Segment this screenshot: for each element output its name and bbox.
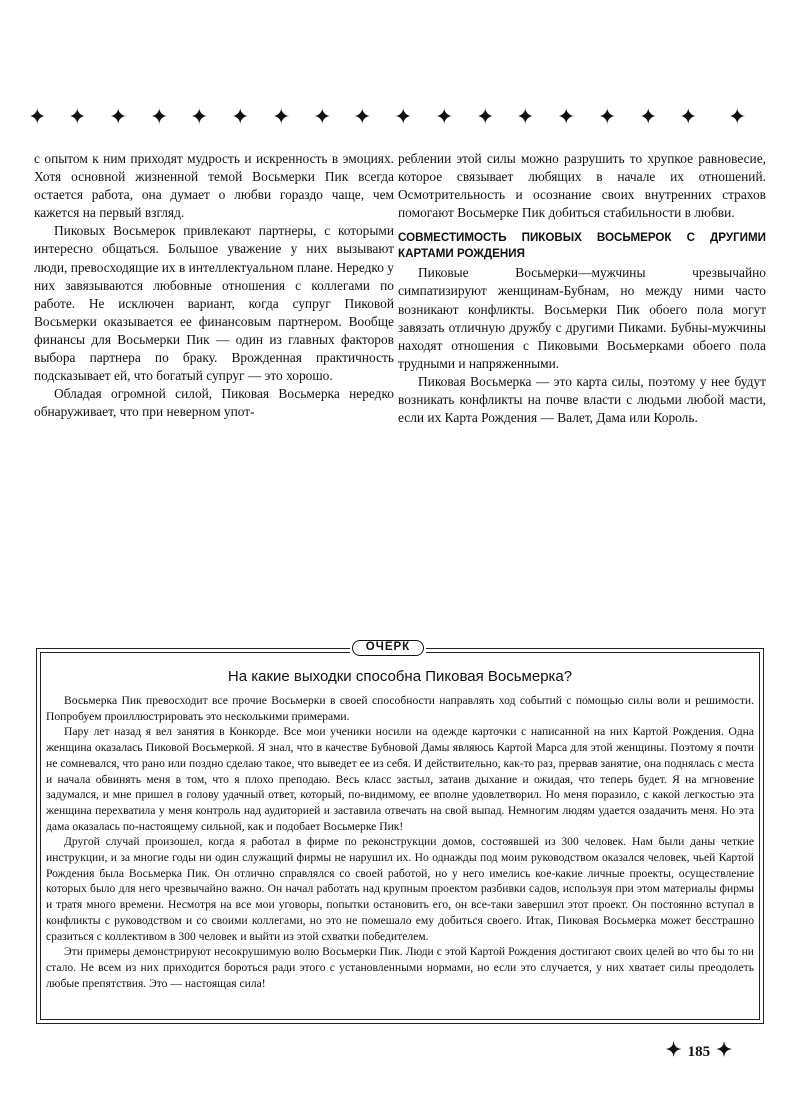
essay-badge [350, 638, 426, 658]
star-icon: ✦ [231, 104, 250, 129]
essay-body [46, 693, 754, 991]
star-icon: ✦ [639, 104, 658, 129]
star-icon: ✦ [313, 104, 332, 129]
star-icon: ✦ [679, 104, 698, 129]
star-icon: ✦ [516, 104, 535, 129]
body-paragraph: Пиковая Восьмерка — это карта силы, поэтому у нее будут возникать конфликты на почве власти с людьми любой масти, если их Карта Рождения — Валет, Дама или Король. [398, 373, 766, 426]
essay-paragraph: Восьмерка Пик превосходит все прочие Восьмерки в своей способности направлять ход событий с помощью силы воли и решимости. Попробуем проиллюстрировать это несколькими примерами. [46, 694, 754, 723]
star-icon: ✦ [272, 104, 291, 129]
section-heading: СОВМЕСТИМОСТЬ ПИКОВЫХ ВОСЬМЕРОК С ДРУГИМИ КАРТАМИ РОЖДЕНИЯ [398, 231, 766, 261]
body-paragraph: с опытом к ним приходят мудрость и искренность в эмоциях. Хотя основной жизненной темой Восьмерки Пик всегда остается работа, она думает о любви гораздо чаще, чем кажется на первый взгляд. [34, 151, 394, 221]
essay-paragraph: Пару лет назад я вел занятия в Конкорде. Все мои ученики носили на одежде карточки с написанной на них Картой Рождения. Одна женщина оказалась Пиковой Восьмеркой. Я знал, что в качестве Бубновой Дамы являюсь Картой Марса для этой женщины. Поэтому я почти не сомневался, что рано или поздно сделаю такое, что выведет ее из себя. И действительно, как-то раз, прервав занятие, она поднялась с места и начала обвинять меня в том, что я плохо преподаю. Весь класс застыл, затаив дыхание и ожидая, что теперь будет. Я на мгновение задумался, и мне пришел в голову удачный ответ, который, по-видимому, ее вполне удовлетворил. Но меня поразило, с какой легкостью эта женщина перехватила у меня контроль над аудиторией и заставила отвечать на свой выпад. Немногим людям удается озадачить меня. Но эта дама оказалась по-настоящему сильной, как и подобает Восьмерке Пик! [46, 725, 754, 833]
decorative-star-row [28, 105, 768, 129]
page-number: 185 [687, 1044, 711, 1060]
star-icon: ✦ [190, 104, 209, 129]
star-icon: ✦ [150, 104, 169, 129]
star-icon: ✦ [476, 104, 495, 129]
star-icon: ✦ [109, 104, 128, 129]
star-icon: ✦ [353, 104, 372, 129]
right-column [398, 150, 766, 427]
body-paragraph: реблении этой силы можно разрушить то хрупкое равновесие, которое связывает любящих в начале их отношений. Осмотрительность и осознание своих внутренних страхов помогают Восьмерке Пик добиться стабильности в любви. [398, 151, 766, 221]
essay-paragraph: Эти примеры демонстрируют несокрушимую волю Восьмерки Пик. Люди с этой Картой Рождения достигают своих целей во что бы то ни стало. Не всем из них приходится бороться ради этого с установленными нормами, но если это случается, у них хватает силы преодолеть любые препятствия. Это — настоящая сила! [46, 945, 754, 990]
left-column [34, 150, 394, 421]
star-icon: ✦ [665, 1040, 682, 1061]
body-paragraph: Пиковые Восьмерки—мужчины чрезвычайно симпатизируют женщинам-Бубнам, но между ними часто возникают конфликты. Восьмерки Пик обоего пола могут завязать отличную дружбу с другими Пиками. Бубны-мужчины находят отношения с Пиковыми Восьмерками обоего пола трудными и напряженными. [398, 265, 766, 371]
star-icon: ✦ [435, 104, 454, 129]
star-icon: ✦ [28, 104, 47, 129]
star-icon: ✦ [68, 104, 87, 129]
body-paragraph: Обладая огромной силой, Пиковая Восьмерка нередко обнаруживает, что при неверном упот- [34, 386, 394, 420]
essay-paragraph: Другой случай произошел, когда я работал в фирме по реконструкции домов, состоявшей из 300 человек. Нам были даны четкие инструкции, и за многие годы ни один служащий фирмы не нарушил их. Но однажды под моим руководством оказался человек, чьей Картой Рождения была Восьмерка Пик. Он отлично справлялся со своей работой, но у него имелись кое-какие личные проекты, осуществление которых было для него чрезвычайно важно. Он начал работать над крупным проектом разбивки садов, используя при этом материалы фирмы и тратя много времени. Несмотря на все мои уговоры, попытки остановить его, он все-таки завершил этот проект. Он постоянно вступал в конфликты с руководством и со своими коллегами, но это не помешало ему добиться своего. Итак, Пиковая Восьмерка может бесстрашно сразиться с коллективом в 300 человек и выйти из этой схватки победителем. [46, 835, 754, 943]
star-icon: ✦ [557, 104, 576, 129]
body-paragraph: Пиковых Восьмерок привлекают партнеры, с которыми интересно общаться. Большое уважение у них вызывают люди, превосходящие их в интеллектуальном плане. Нередко у них завязываются любовные отношения с коллегами по работе. Не исключен вариант, когда супруг Пиковой Восьмерки оказывается ее финансовым партнером. Вообще финансы для Восьмерки Пик — один из главных факторов выбора партнера по браку. Врожденная практичность подсказывает ей, что богатый супруг — это хорошо. [34, 223, 394, 384]
star-icon: ✦ [716, 1040, 732, 1061]
essay-badge-label: ОЧЕРК [352, 640, 424, 656]
star-icon: ✦ [394, 104, 413, 129]
star-icon: ✦ [728, 104, 747, 129]
page-footer [660, 1041, 738, 1062]
essay-title: На какие выходки способна Пиковая Восьмерка? [227, 668, 573, 685]
star-icon: ✦ [598, 104, 617, 129]
